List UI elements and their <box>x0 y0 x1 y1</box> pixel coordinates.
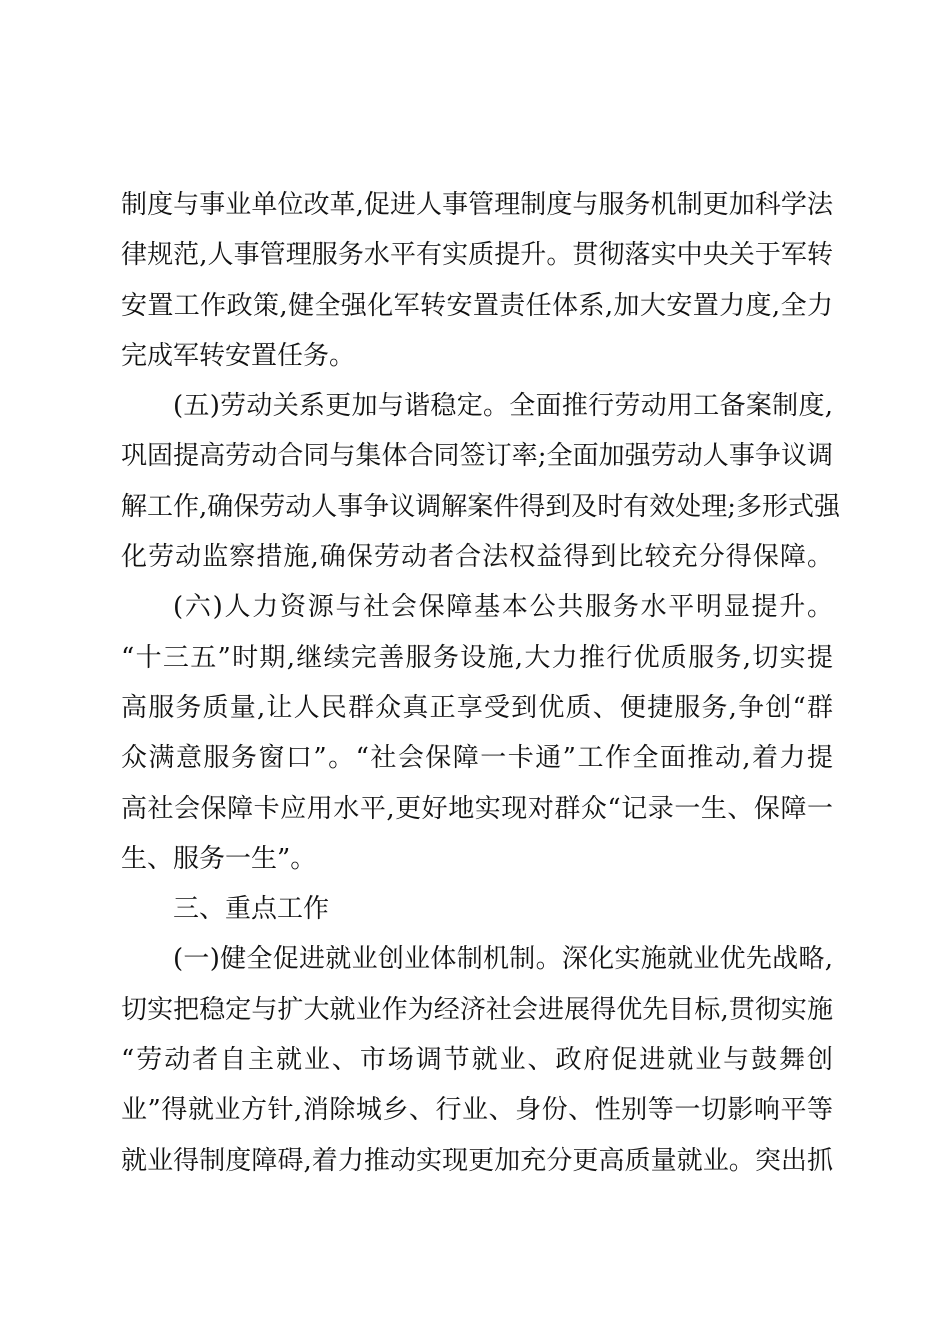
text-line: 众满意服务窗口”。“社会保障一卡通”工作全面推动,着力提 <box>121 743 833 774</box>
text-line: “十三五”时期,继续完善服务设施,大力推行优质服务,切实提 <box>121 642 833 673</box>
text-line: 巩固提高劳动合同与集体合同签订率;全面加强劳动人事争议调 <box>121 441 833 472</box>
text-line: 切实把稳定与扩大就业作为经济社会进展得优先目标,贯彻实施 <box>121 994 833 1025</box>
text-line: 就业得制度障碍,着力推动实现更加充分更高质量就业。突出抓 <box>121 1145 833 1176</box>
text-line: 高服务质量,让人民群众真正享受到优质、便捷服务,争创“群 <box>121 692 833 723</box>
text-line: “劳动者自主就业、市场调节就业、政府促进就业与鼓舞创 <box>121 1045 833 1076</box>
text-line: 律规范,人事管理服务水平有实质提升。贯彻落实中央关于军转 <box>121 240 833 271</box>
text-line: 安置工作政策,健全强化军转安置责任体系,加大安置力度,全力 <box>121 290 833 321</box>
chapter-heading: 三、重点工作 <box>173 894 330 925</box>
section-heading-5: (五)劳动关系更加与谐稳定。全面推行劳动用工备案制度, <box>173 391 833 422</box>
text-line: 生、服务一生”。 <box>121 843 317 874</box>
text-line: 化劳动监察措施,确保劳动者合法权益得到比较充分得保障。 <box>121 542 833 573</box>
text-line: 业”得就业方针,消除城乡、行业、身份、性别等一切影响平等 <box>121 1095 833 1126</box>
section-heading-6: (六)人力资源与社会保障基本公共服务水平明显提升。 <box>173 592 833 623</box>
text-line: 制度与事业单位改革,促进人事管理制度与服务机制更加科学法 <box>121 190 833 220</box>
text-line: 完成军转安置任务。 <box>121 340 356 371</box>
document-body <box>121 180 841 1186</box>
section-heading-1: (一)健全促进就业创业体制机制。深化实施就业优先战略, <box>173 944 833 975</box>
text-line: 解工作,确保劳动人事争议调解案件得到及时有效处理;多形式强 <box>121 491 841 522</box>
text-line: 高社会保障卡应用水平,更好地实现对群众“记录一生、保障一 <box>121 793 833 824</box>
